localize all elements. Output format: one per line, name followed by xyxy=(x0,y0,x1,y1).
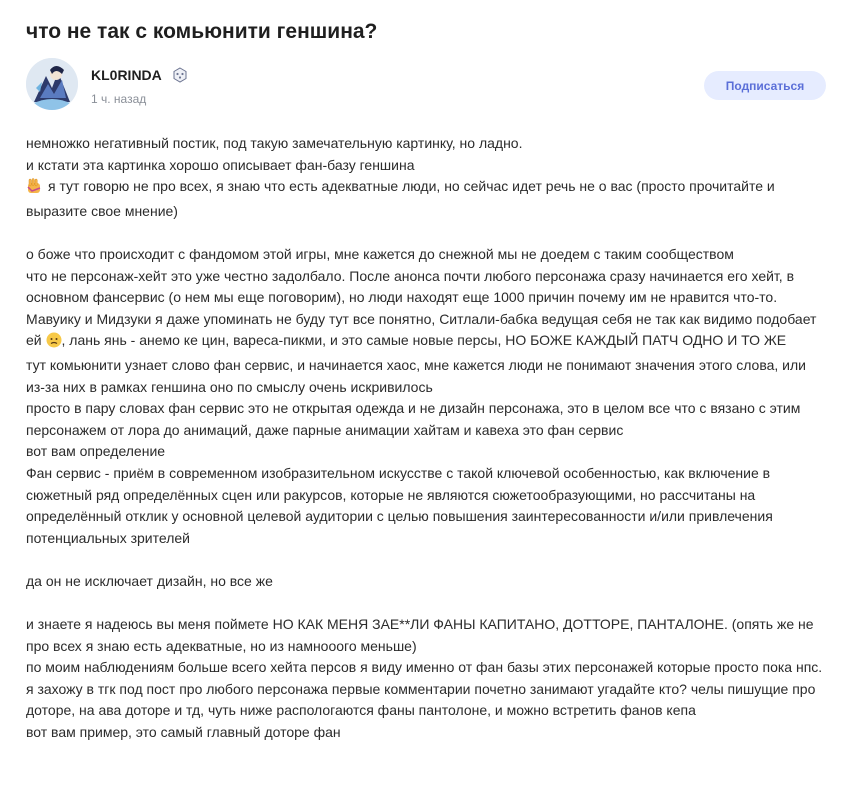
post-paragraph: вот вам определение xyxy=(26,443,166,460)
post-paragraph: о боже что происходит с фандомом этой игры, мне кажется до снежной мы не доедем с таким сообществом xyxy=(26,245,734,262)
author-name[interactable]: KL0RINDA xyxy=(91,67,162,83)
post-title: что не так с комьюнити геншина? xyxy=(26,20,378,43)
post-paragraph: Фан сервис - приём в современном изобразительном искусстве с такой ключевой особенностью, как включение в сюжетный ряд определённых сцен или ракурсов, которые не являются сюжетообразующими, но рассчитаны на определённый отклик у основной целевой аудитории с целью повышения заинтересованности и/или привлечения потенциальных зрителей xyxy=(26,464,773,546)
post-paragraph: по моим наблюдениям больше всего хейта персов я виду именно от фан базы этих персонажей которые просто пока нпс. xyxy=(26,659,823,676)
post-paragraph: немножко негативный постик, под такую замечательную картинку, но ладно. xyxy=(26,135,523,151)
raised-hand-emoji xyxy=(26,178,42,201)
author-block xyxy=(26,58,826,116)
post-paragraph-text: , лань янь - анемо ке цин, вареса-пикми, и это самые новые персы, НО БОЖЕ КАЖДЫЙ ПАТЧ ОДНО И ТО ЖЕ xyxy=(61,332,787,349)
post-paragraph-text: я тут говорю не про всех, я знаю что есть адекватные люди, но сейчас идет речь не о вас (просто прочитайте и выразите свое мнение) xyxy=(26,178,775,219)
subscribe-button[interactable]: Подписаться xyxy=(704,71,826,100)
post-paragraph: вот вам пример, это самый главный доторе фан xyxy=(26,724,341,741)
spacer xyxy=(26,592,826,614)
post-paragraph xyxy=(26,176,826,222)
disappointed-face-emoji xyxy=(46,332,62,355)
post-paragraph: что не персонаж-хейт это уже честно задолбало. После анонса почти любого персонажа сразу начинается его хейт, в основном фансервис (о нем мы еще поговорим), но люди находят еще 1000 причин почему им не нравится что-то. xyxy=(26,267,795,306)
dice-badge-icon xyxy=(172,67,188,83)
post-paragraph: тут комьюнити узнает слово фан сервис, и начинается хаос, мне кажется люди не понимают значения этого слова, или из-за них в рамках геншина оно по смыслу очень искривилось xyxy=(26,356,806,395)
post-paragraph xyxy=(26,309,826,355)
post-paragraph: и знаете я надеюсь вы меня поймете НО КАК МЕНЯ ЗАЕ**ЛИ ФАНЫ КАПИТАНО, ДОТТОРЕ, ПАНТАЛОНЕ. (опять же не про всех я знаю есть адекватные, но из намнооого меньше) xyxy=(26,616,814,654)
post-paragraph: да он не исключает дизайн, но все же xyxy=(26,572,273,589)
post-paragraph: я захожу в тгк под пост про любого персонажа первые комментарии почетно занимают угадайте кто? челы пишущие про доторе, на ава доторе и тд, чуть ниже распологаются фаны пантолоне, и можно встретить фанов кепа xyxy=(26,680,816,719)
post-timestamp: 1 ч. назад xyxy=(91,92,147,106)
post-paragraph-text: Мавуику и Мидзуки я даже упоминать не буду тут все понятно, Ситлали-бабка ведущая себя не так как видимо подобает ей xyxy=(26,310,817,349)
post-body xyxy=(26,133,826,744)
spacer xyxy=(26,222,826,244)
post-paragraph: и кстати эта картинка хорошо описывает фан-базу геншина xyxy=(26,156,415,173)
post-paragraph: просто в пару словах фан сервис это не открытая одежда и не дизайн персонажа, это в целом все что с вязано с этим персонажем от лора до анимаций, даже парные анимации хайтам и кавеха это фан сервис xyxy=(26,400,801,438)
avatar[interactable] xyxy=(26,58,78,110)
spacer xyxy=(26,549,826,571)
avatar-image xyxy=(26,58,78,110)
